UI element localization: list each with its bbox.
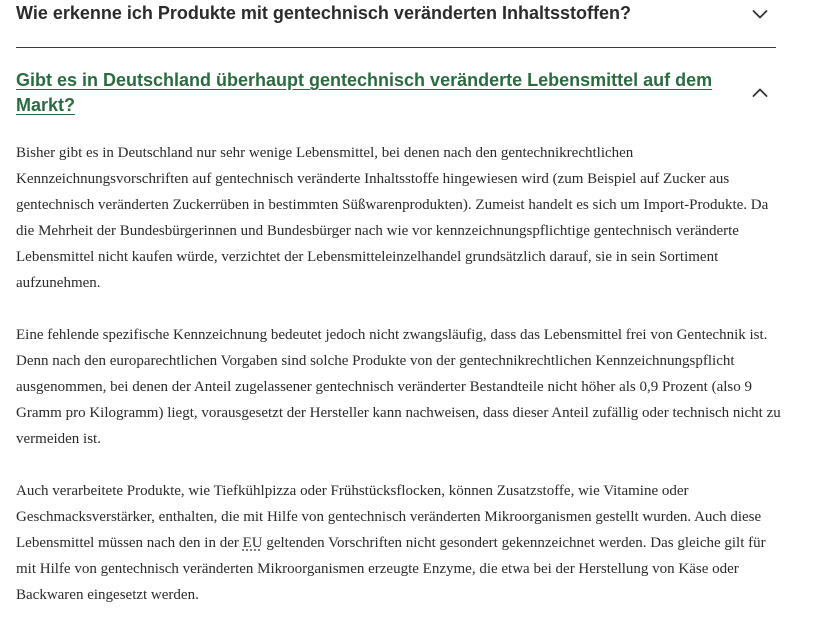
answer-paragraph bbox=[16, 478, 786, 608]
accordion-item-expanded-header[interactable] bbox=[16, 68, 776, 120]
chevron-down-icon[interactable] bbox=[752, 6, 768, 22]
answer-text: Auch verarbeitete Produkte, wie Tiefkühlpizza oder Frühstücksflocken, können Zusatzstoffe, wie Vitamine oder Geschmacksverstärker, enthalten, die mit Hilfe von gentechnisch veränderten Mikroorganismen gestellt wurden. Auch diese Lebensmittel müssen nach den in der bbox=[16, 483, 762, 551]
accordion-question-title[interactable]: Wie erkenne ich Produkte mit gentechnisch veränderten Inhaltsstoffen? bbox=[16, 3, 631, 23]
accordion-item-collapsed[interactable] bbox=[16, 0, 776, 48]
abbreviation-eu[interactable]: EU bbox=[242, 535, 263, 551]
accordion-answer-panel bbox=[16, 140, 786, 627]
answer-paragraph: Eine fehlende spezifische Kennzeichnung bedeutet jedoch nicht zwangsläufig, dass das Lebensmittel frei von Gentechnik ist. Denn nach den europarechtlichen Vorgaben sind solche Produkte von der gentechnikrechtlichen Kennzeichnungspflicht ausgenommen, bei denen der Anteil zugelassener gentechnisch veränderter Bestandteile nicht höher als 0,9 Prozent (also 9 Gramm pro Kilogramm) liegt, vorausgesetzt der Hersteller kann nachweisen, dass dieser Anteil zufällig oder technisch nicht zu vermeiden ist. bbox=[16, 327, 781, 447]
answer-text: geltenden Vorschriften nicht gesondert gekennzeichnet werden. Das gleiche gilt für mit Hilfe von gentechnisch veränderten Mikroorganismen erzeugte Enzyme, die etwa bei der Herstellung von Käse oder Backwaren eingesetzt werden. bbox=[16, 535, 766, 603]
answer-paragraph: Bisher gibt es in Deutschland nur sehr wenige Lebensmittel, bei denen nach den gentechnikrechtlichen Kennzeichnungsvorschriften auf gentechnisch veränderte Inhaltsstoffe hingewiesen wird (zum Beispiel auf Zucker aus gentechnisch veränderten Zuckerrüben in bestimmten Süßwarenprodukten). Zumeist handelt es sich um Import-Produkte. Da die Mehrheit der Bundesbürgerinnen und Bundesbürger nach wie vor kennzeichnungspflichtige gentechnisch veränderte Lebensmittel nicht kaufen würde, verzichtet der Lebensmitteleinzelhandel grundsätzlich darauf, sie in sein Sortiment aufzunehmen. bbox=[16, 145, 769, 291]
chevron-up-icon[interactable] bbox=[752, 85, 768, 101]
accordion-question-title-active[interactable]: Gibt es in Deutschland überhaupt gentechnisch veränderte Lebensmittel auf dem Markt? bbox=[16, 70, 713, 115]
